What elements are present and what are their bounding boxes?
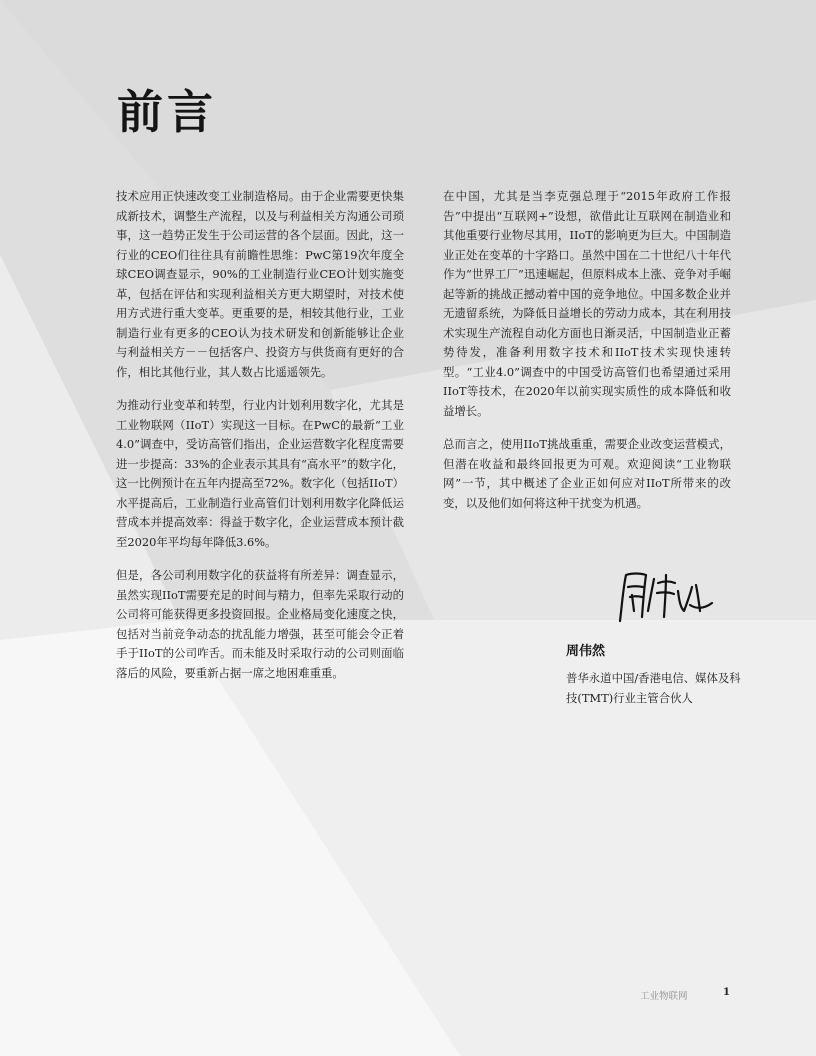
left-column — [116, 187, 404, 697]
signer-title: 普华永道中国/香港电信、媒体及科技(TMT)行业主管合伙人 — [566, 671, 741, 705]
left-paragraph-1: 技术应用正快速改变工业制造格局。由于企业需要更快集成新技术，调整生产流程，以及与利益相关方沟通公司琐事，这一趋势正发生于公司运营的各个层面。因此，这一行业的CEO们往往具有前瞻性思维：PwC第19次年度全球CEO调查显示，90%的工业制造行业CEO计划实施变革，包括在评估和实现利益相关方更大期望时，对技术使用方式进行重大变革。更重要的是，相较其他行业，工业制造行业有更多的CEO认为技术研发和创新能够让企业与利益相关方－－包括客户、投资方与供货商有更好的合作，相比其他行业，其人数占比遥遥领先。 — [116, 189, 404, 379]
footer-label: 工业物联网 — [640, 991, 688, 1002]
signer-name: 周伟然 — [566, 644, 606, 659]
right-paragraph-1: 在中国，尤其是当李克强总理于“2015年政府工作报告”中提出“互联网+”设想，欲借此让互联网在制造业和其他重要行业物尽其用，IIoT的影响更为巨大。中国制造业正处在变革的十字路口。虽然中国在二十世纪八十年代作为“世界工厂”迅速崛起，但原料成本上涨、竞争对手崛起等新的挑战正撼动着中国的竞争地位。中国多数企业并无遗留系统，为降低日益增长的劳动力成本，其在利用技术实现生产流程自动化方面也日渐灵活，中国制造业正蓄势待发，准备利用数字技术和IIoT技术实现快速转型。“工业4.0”调查中的中国受访高管们也希望通过采用IIoT等技术，在2020年以前实现实质性的成本降低和收益增长。 — [443, 189, 731, 418]
right-column — [443, 187, 731, 527]
signature-icon — [612, 565, 716, 627]
page-title: 前言 — [117, 85, 217, 139]
right-paragraph-2: 总而言之，使用IIoT挑战重重，需要企业改变运营模式，但潜在收益和最终回报更为可观。欢迎阅读“工业物联网”一节，其中概述了企业正如何应对IIoT所带来的改变，以及他们如何将这种干扰变为机遇。 — [443, 437, 731, 510]
page-number: 1 — [723, 987, 730, 998]
left-paragraph-2: 为推动行业变革和转型，行业内计划利用数字化，尤其是工业物联网（IIoT）实现这一目标。在PwC的最新“工业4.0”调查中，受访高管们指出，企业运营数字化程度需要进一步提高：33%的企业表示其具有“高水平”的数字化，这一比例预计在五年内提高至72%。数字化（包括IIoT）水平提高后，工业制造行业高管们计划利用数字化降低运营成本并提高效率：得益于数字化，企业运营成本预计截至2020年平均每年降低3.6%。 — [116, 398, 404, 549]
left-paragraph-3: 但是，各公司利用数字化的获益将有所差异：调查显示，虽然实现IIoT需要充足的时间与精力，但率先采取行动的公司将可能获得更多投资回报。企业格局变化速度之快，包括对当前竞争动态的扰乱能力增强，甚至可能会令正着手于IIoT的公司咋舌。而未能及时采取行动的公司则面临落后的风险，要重新占据一席之地困难重重。 — [116, 568, 404, 680]
